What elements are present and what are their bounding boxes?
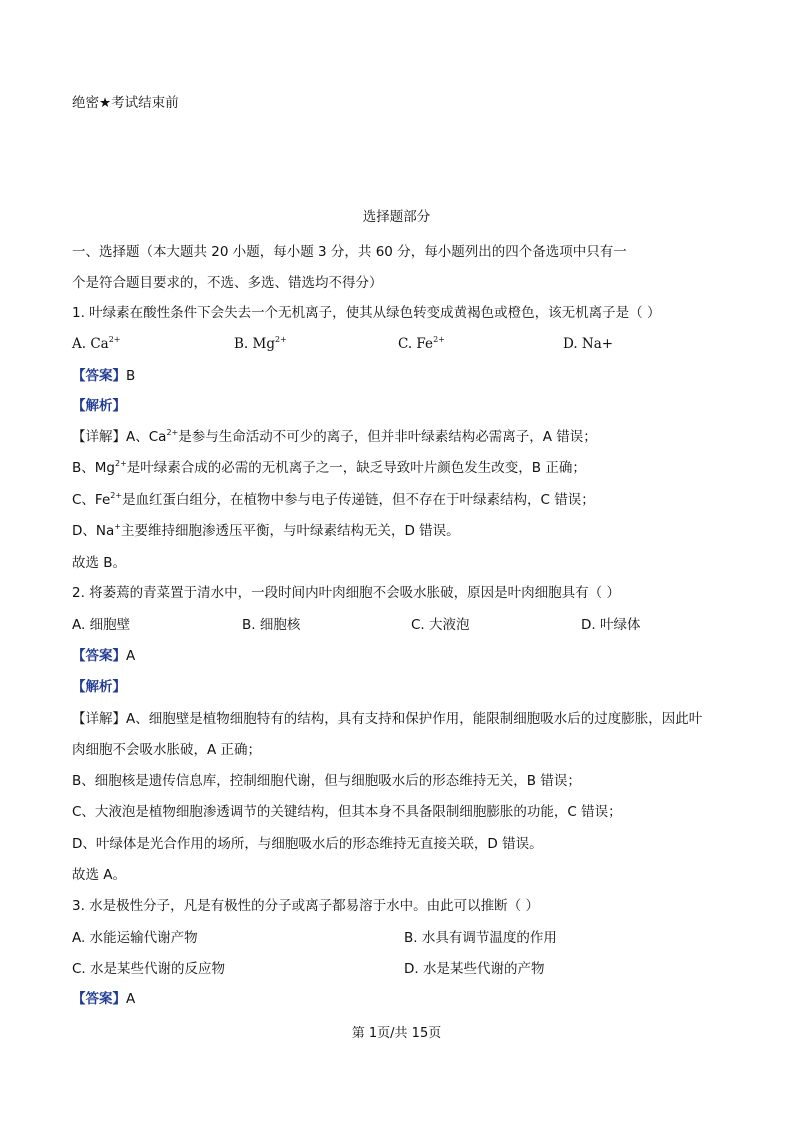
q3-option-d: D. 水是某些代谢的产物 bbox=[404, 961, 545, 977]
q1-conclusion: 故选 B。 bbox=[72, 555, 127, 571]
question-2-stem: 2. 将萎蔫的青菜置于清水中，一段时间内叶肉细胞不会吸水胀破，原因是叶肉细胞具有（ ） bbox=[72, 585, 620, 601]
instructions-line-2: 个是符合题目要求的，不选、多选、错选均不得分） bbox=[72, 275, 383, 291]
q2-detail-b: B、细胞核是遗传信息库，控制细胞代谢，但与细胞吸水后的形态维持无关，B 错误； bbox=[72, 773, 581, 789]
q2-detail-c: C、大液泡是植物细胞渗透调节的关键结构，但其本身不具备限制细胞膨胀的功能，C 错误； bbox=[72, 804, 622, 820]
q2-option-b: B. 细胞核 bbox=[242, 617, 301, 633]
q2-option-c: C. 大液泡 bbox=[411, 617, 470, 633]
q1-detail-a: 【详解】A、$Ca^{2+}$是参与生命活动不可少的离子，但并非叶绿素结构必需离子，A 错误； bbox=[72, 428, 597, 445]
q2-detail-d: D、叶绿体是光合作用的场所，与细胞吸水后的形态维持无直接关联，D 错误。 bbox=[72, 836, 543, 852]
q2-analysis-tag: 【解析】 bbox=[72, 679, 126, 695]
q1-option-a: A. $Ca^{2+}$ bbox=[72, 335, 121, 352]
confidential-header: 绝密★考试结束前 bbox=[72, 95, 179, 111]
q1-answer: 【答案】B bbox=[72, 368, 136, 384]
q1-detail-d: D、Na+主要维持细胞渗透压平衡，与叶绿素结构无关，D 错误。 bbox=[72, 522, 460, 539]
q2-detail-a-cont: 肉细胞不会吸水胀破，A 正确； bbox=[72, 742, 262, 758]
q2-conclusion: 故选 A。 bbox=[72, 867, 127, 883]
q1-analysis-tag: 【解析】 bbox=[72, 398, 126, 414]
instructions-line-1: 一、选择题（本大题共 20 小题，每小题 3 分，共 60 分，每小题列出的四个备选项中只有一 bbox=[72, 244, 627, 260]
q3-option-a: A. 水能运输代谢产物 bbox=[72, 930, 198, 946]
q3-option-b: B. 水具有调节温度的作用 bbox=[404, 930, 557, 946]
q1-detail-b: B、$Mg^{2+}$是叶绿素合成的必需的无机离子之一，缺乏导致叶片颜色发生改变，B 正确； bbox=[72, 459, 586, 476]
question-1-stem: 1. 叶绿素在酸性条件下会失去一个无机离子，使其从绿色转变成黄褐色或橙色，该无机离子是（ ） bbox=[72, 305, 661, 321]
q2-detail-a: 【详解】A、细胞壁是植物细胞特有的结构，具有支持和保护作用，能限制细胞吸水后的过度膨胀，因此叶 bbox=[72, 711, 703, 727]
question-3-stem: 3. 水是极性分子，凡是有极性的分子或离子都易溶于水中。由此可以推断（ ） bbox=[72, 898, 539, 914]
q1-option-d: D. Na+ bbox=[563, 336, 614, 352]
q2-answer: 【答案】A bbox=[72, 648, 136, 664]
q1-detail-c: C、$Fe^{2+}$是血红蛋白组分，在植物中参与电子传递链，但不存在于叶绿素结构，C 错误； bbox=[72, 491, 595, 508]
q1-option-b: B. $Mg^{2+}$ bbox=[234, 335, 287, 352]
q2-option-a: A. 细胞壁 bbox=[72, 617, 131, 633]
q2-option-d: D. 叶绿体 bbox=[581, 617, 641, 633]
q1-option-c: C. $Fe^{2+}$ bbox=[398, 335, 445, 352]
page-footer: 第 1页/共 15页 bbox=[351, 1026, 442, 1041]
section-title: 选择题部分 bbox=[362, 209, 431, 225]
q3-option-c: C. 水是某些代谢的反应物 bbox=[72, 961, 226, 977]
q3-answer: 【答案】A bbox=[72, 991, 136, 1007]
